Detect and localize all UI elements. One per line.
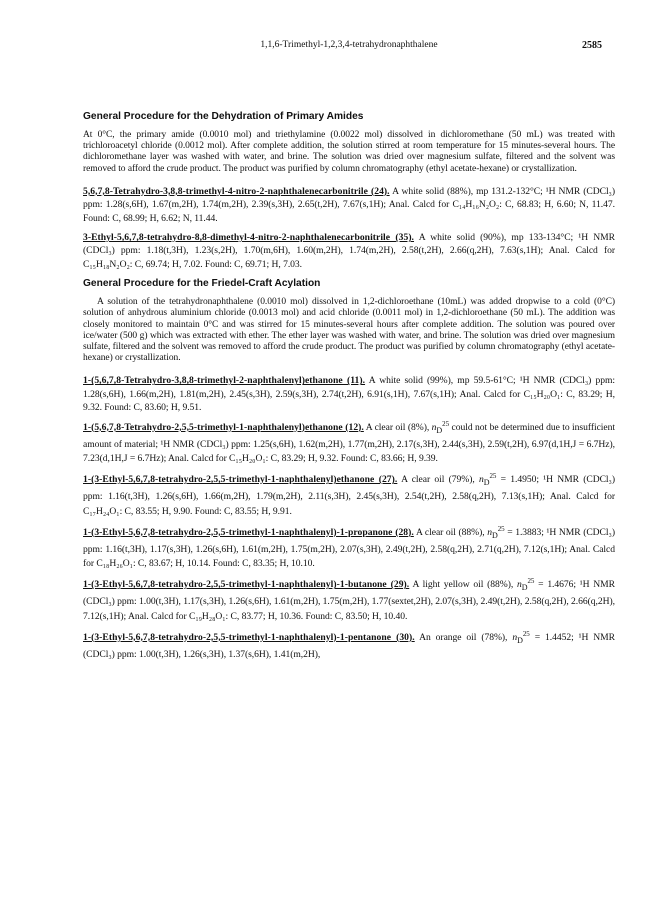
ri-letter: n (512, 631, 518, 643)
compound-entry-28 (83, 526, 615, 572)
ri-superscript: 25 (497, 524, 505, 533)
ri-letter: n (517, 579, 522, 591)
compound-entry-11 (83, 374, 615, 414)
compound-name-29: 1-(3-Ethyl-5,6,7,8-tetrahydro-2,5,5-trimethyl-1-naphthalenyl)-1-butanone (29). (83, 579, 410, 591)
ri-superscript: 25 (442, 419, 450, 428)
experimental-section (83, 110, 615, 669)
refractive-index-symbol (487, 526, 504, 543)
compound-name-11: 1-(5,6,7,8-Tetrahydro-3,8,8-trimethyl-2-naphthalenyl)ethanone (11). (83, 375, 366, 387)
compound-data-27b: = 1.4950; ¹H NMR (CDCl₃) ppm: 1.16(t,3H), 1.26(s,6H), 1.66(m,2H), 1.79(m,2H), 2.11(s,3H), 2.45(s,3H), 2.54(t,2H), 2.58(q,2H), 7.13(s,1H); Anal. Calcd for C₁₇H₂₄O₁: C, 83.55; H, 9.90. Found: C, 83.55; H, 9.91. (83, 474, 615, 517)
compound-data-12b: could not be determined due to insufficient amount of material; ¹H NMR (CDCl₃) ppm: 1.25(s,6H), 1.62(m,2H), 1.77(m,2H), 2.17(s,3H), 2.44(s,3H), 2.59(t,2H), 6.97(d,1H,J = 6.7Hz), 7.23(d,1H,J = 6.7Hz); Anal. Calcd for C₁₅H₂₀O₁: C, 83.29; H, 9.32. Found: C, 83.66; H, 9.39. (83, 421, 615, 464)
compound-entry-35 (83, 231, 615, 271)
compound-data-12a: A clear oil (8%), (365, 421, 430, 433)
running-title: 1,1,6-Trimethyl-1,2,3,4-tetrahydronaphthalene (260, 40, 438, 50)
ri-letter: n (431, 421, 437, 433)
ri-subscript: D (521, 583, 528, 593)
dehydration-procedure: At 0°C, the primary amide (0.0010 mol) and triethylamine (0.0022 mol) dissolved in dichloromethane (50 mL) was treated with trichloroacetyl chloride (0.0012 mol). After complete addition, the solution stirred at room temperature for 15 minutes-several hours. The dichloromethane layer was washed with water, and brine. The solution was dried over magnesium sulfate, filtered and the solvent was removed to afford the crude product. The product was purified by column chromatography (ethyl acetate-hexane) or crystallization. (83, 130, 615, 174)
ri-letter: n (487, 526, 492, 538)
refractive-index-symbol (432, 421, 449, 438)
compound-entry-12 (83, 421, 615, 467)
refractive-index-symbol (512, 631, 529, 648)
ri-superscript: 25 (522, 629, 530, 638)
compound-name-28: 1-(3-Ethyl-5,6,7,8-tetrahydro-2,5,5-trimethyl-1-naphthalenyl)-1-propanone (28). (83, 526, 414, 538)
ri-subscript: D (491, 530, 498, 540)
compound-name-30: 1-(3-Ethyl-5,6,7,8-tetrahydro-2,5,5-trimethyl-1-naphthalenyl)-1-pentanone (30). (83, 631, 415, 643)
compound-data-28a: A clear oil (88%), (415, 526, 485, 538)
ri-superscript: 25 (527, 577, 535, 586)
acylation-procedure: A solution of the tetrahydronaphthalene (0.0010 mol) dissolved in 1,2-dichloroethane (10mL) was added dropwise to a cold (0°C) solution of anhydrous aluminium chloride (0.0013 mol) and acid chloride (0.0011 mol) in 1,2-dichloroethane (50 mL). The addition was closely monitored to maintain 0°C and was stirred for 15 minutes-several hours after complete addition. The solution was poured over ice/water (500 g) which was extracted with ether. The ether layer was washed with water, and brine. The solution was dried over magnesium sulfate, filtered and the solvent was removed to afford the crude product. The product was purified by column chromatography (ethyl acetate-hexane) or crystallization. (83, 297, 615, 364)
compound-name-35: 3-Ethyl-5,6,7,8-tetrahydro-8,8-dimethyl-4-nitro-2-naphthalenecarbonitrile (35). (83, 232, 415, 244)
compound-data-28b: = 1.3883; ¹H NMR (CDCl₃) ppm: 1.16(t,3H), 1.17(s,3H), 1.26(s,6H), 1.61(m,2H), 1.75(m,2H), 2.07(s,3H), 2.49(t,2H), 2.58(q,2H), 2.71(q,2H), 7.12(s,1H); Anal. Calcd for C₁₈H₂₆O₁: C, 83.67; H, 10.14. Found: C, 83.35; H, 10.10. (83, 526, 615, 570)
compound-entry-24 (83, 185, 615, 225)
compound-data-29b: = 1.4676; ¹H NMR (CDCl₃) ppm: 1.00(t,3H), 1.17(s,3H), 1.26(s,6H), 1.61(m,2H), 1.75(m,2H), 1.77(sextet,2H), 2.07(s,3H), 2.49(t,2H), 2.58(q,2H), 2.66(q,2H), 7.12(s,1H); Anal. Calcd for C₁₉H₂₈O₁: C, 83.77; H, 10.36. Found: C, 83.50; H, 10.40. (83, 579, 615, 622)
ri-subscript: D (483, 478, 490, 488)
compound-name-24: 5,6,7,8-Tetrahydro-3,8,8-trimethyl-4-nitro-2-naphthalenecarbonitrile (24). (83, 185, 390, 197)
refractive-index-symbol (517, 578, 534, 595)
page-number: 2585 (582, 40, 602, 51)
compound-entry-27 (83, 473, 615, 519)
compound-data-27a: A clear oil (79%), (401, 474, 475, 486)
compound-entry-30 (83, 631, 615, 662)
compound-data-29a: A light yellow oil (88%), (412, 579, 514, 591)
ri-subscript: D (517, 635, 523, 645)
compound-entry-29 (83, 578, 615, 624)
acylation-heading: General Procedure for the Friedel-Craft Acylation (83, 278, 321, 290)
refractive-index-symbol (479, 473, 496, 490)
compound-name-12: 1-(5,6,7,8-Tetrahydro-2,5,5-trimethyl-1-naphthalenyl)ethanone (12). (83, 421, 364, 433)
ri-superscript: 25 (489, 472, 497, 481)
running-header (96, 40, 602, 54)
ri-letter: n (478, 474, 484, 486)
compound-name-27: 1-(3-Ethyl-5,6,7,8-tetrahydro-2,5,5-trimethyl-1-naphthalenyl)ethanone (27). (83, 474, 398, 486)
compound-data-30a: An orange oil (78%), (419, 631, 508, 643)
compound-data-11: A white solid (99%), mp 59.5-61°C; ¹H NMR (CDCl₃) ppm: 1.28(s,6H), 1.66(m,2H), 1.81(m,2H), 2.45(s,3H), 2.59(s,3H), 2.74(t,2H), 6.91(s,1H), 7.67(s,1H); Anal. Calcd for C₁₅H₂₀O₁: C, 83.29; H, 9.32. Found: C, 83.60; H, 9.51. (83, 375, 615, 414)
ri-subscript: D (436, 425, 443, 435)
dehydration-heading: General Procedure for the Dehydration of Primary Amides (83, 111, 364, 122)
compound-data-35: A white solid (90%), mp 133-134°C; ¹H NMR (CDCl₃) ppm: 1.18(t,3H), 1.23(s,2H), 1.70(m,6H), 1.60(m,2H), 1.74(m,2H), 2.58(t,2H), 2.66(q,2H), 7.63(s,1H); Anal. Calcd for C₁₅H₁₈N₂O₂: C, 69.74; H, 7.02. Found: C, 69.71; H, 7.03. (83, 232, 615, 270)
compound-data-30b: = 1.4452; ¹H NMR (CDCl₃) ppm: 1.00(t,3H), 1.26(s,3H), 1.37(s,6H), 1.41(m,2H), (83, 631, 615, 660)
compound-data-24: A white solid (88%), mp 131.2-132°C; ¹H NMR (CDCl₃) ppm: 1.28(s,6H), 1.67(m,2H), 1.74(m,2H), 2.39(s,3H), 2.65(t,2H), 7.67(s,1H); Anal. Calcd for C₁₄H₁₆N₂O₂: C, 68.83; H, 6.60; N, 11.47. Found: C, 68.99; H, 6.62; N, 11.44. (83, 185, 615, 224)
